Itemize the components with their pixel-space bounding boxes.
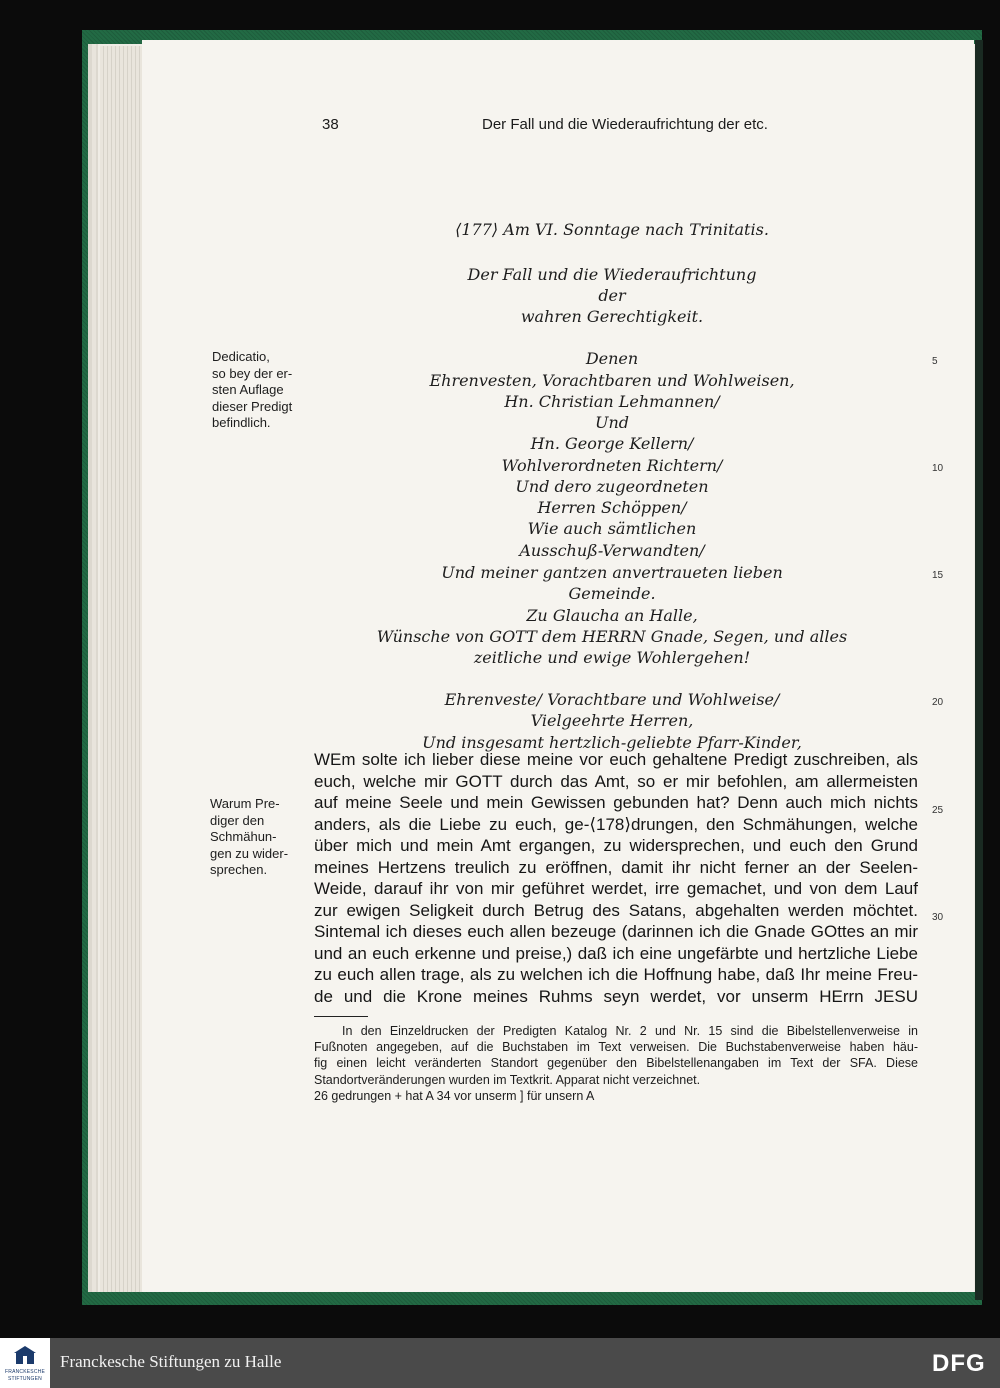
spine-shadow: [975, 40, 983, 1300]
margin-note-dedicatio: [212, 349, 312, 432]
apparatus-line: 26 gedrungen + hat A 34 vor unserm ] für unsern A: [314, 1088, 595, 1103]
heading-line: wahren Gerechtigkeit.: [520, 307, 704, 326]
footnote-line: fig einen leicht veränderten Standort gegenüber den Bibelstellenangaben im Text der SFA. Diese: [314, 1056, 918, 1071]
line-number: 25: [932, 805, 944, 816]
body-line: über mich und mein Amt ergangen, zu widersprechen, und euch den Grund: [314, 836, 918, 855]
dedication-line: Herren Schöppen/: [537, 498, 687, 517]
margin-note-line: Schmähun-: [210, 829, 277, 844]
footnote-line: Standortveränderungen wurden im Textkrit. Apparat nicht verzeichnet.: [314, 1072, 701, 1087]
institution-name[interactable]: Franckesche Stiftungen zu Halle: [60, 1352, 282, 1371]
logo-text: STIFTUNGEN: [8, 1376, 42, 1382]
body-line: zu euch allen trage, als zu welchen ich die Hoffnung habe, daß Ihr meine Freu-: [314, 965, 918, 984]
dedication-line: Wohlverordneten Richtern/: [501, 456, 723, 475]
margin-note-line: Warum Pre-: [210, 796, 280, 811]
body-line: Weide, darauf ihr von mir geführet werdet, irre gemachet, und von dem Lauf: [314, 879, 918, 898]
logo-text: FRANCKESCHE: [5, 1369, 45, 1375]
dedication-line: Wie auch sämtlichen: [527, 519, 697, 538]
dedication-line: Und: [594, 413, 630, 432]
body-line: Sintemal ich dieses euch allen bezeuge (darinnen ich die Gnade GOttes an mir: [314, 922, 918, 941]
margin-note-line: dieser Predigt: [212, 398, 293, 414]
salutation-line: Und insgesamt hertzlich-geliebte Pfarr-Kinder,: [422, 733, 802, 752]
viewer-footer: [0, 1338, 1000, 1388]
body-line: de und die Krone meines Ruhms seyn werdet, vor unserm HErrn JESU: [314, 986, 918, 1006]
dedication-line: Ehrenvesten, Vorachtbaren und Wohlweisen,: [429, 371, 795, 390]
body-line: auf meine Seele und mein Gewissen gebunden hat? Denn auch mich nichts: [314, 793, 918, 812]
body-line: euch, welche mir GOTT durch das Amt, so er mir befohlen, am allermeisten: [314, 771, 918, 791]
margin-note-warum: [210, 796, 310, 879]
building-icon: [14, 1346, 36, 1364]
line-number: 5: [932, 356, 938, 367]
margin-note-line: diger den: [210, 812, 265, 828]
body-line: anders, als die Liebe zu euch, ge-⟨178⟩drungen, den Schmähungen, welche: [314, 814, 918, 834]
footnote-rule: [314, 1016, 368, 1017]
dedication-line: Wünsche von GOTT dem HERRN Gnade, Segen, und alles: [376, 627, 848, 646]
margin-note-line: Dedicatio,: [212, 349, 270, 364]
dedication-line: Hn. Christian Lehmannen/: [504, 392, 720, 411]
heading-line: der: [598, 286, 626, 305]
dfg-logo[interactable]: DFG: [932, 1350, 986, 1377]
margin-note-line: gen zu wider-: [210, 845, 289, 861]
dedication-line: Hn. George Kellern/: [530, 434, 694, 453]
dedication-line: Ausschuß-Verwandten/: [519, 541, 705, 560]
dedication-line: Gemeinde.: [568, 584, 656, 603]
margin-note-line: befindlich.: [212, 415, 271, 430]
footnote-line: In den Einzeldrucken der Predigten Katalog Nr. 2 und Nr. 15 sind die Bibelstellenverweise in: [342, 1024, 918, 1038]
page-edges: [100, 46, 142, 1292]
margin-note-line: sten Auflage: [212, 382, 284, 397]
line-number: 10: [932, 463, 944, 474]
body-line: zur ewigen Seligkeit durch Betrug des Satans, abgehalten werden möchtet.: [314, 900, 918, 920]
margin-note-line: sprechen.: [210, 862, 268, 877]
line-number: 30: [932, 912, 944, 923]
body-line: WEm solte ich lieber diese meine vor euch gehaltene Predigt zuschreiben, als: [314, 750, 918, 769]
institution-logo[interactable]: [0, 1338, 50, 1388]
salutation-line: Vielgeehrte Herren,: [530, 711, 694, 730]
dedication-line: Zu Glaucha an Halle,: [526, 606, 698, 625]
body-line: und an euch erkenne und preise,) daß ich eine ungefärbte und hertzliche Liebe: [314, 943, 918, 963]
heading-line: Der Fall und die Wiederaufrichtung: [467, 265, 757, 284]
page-number: 38: [322, 116, 339, 133]
salutation-line: Ehrenveste/ Vorachtbare und Wohlweise/: [444, 690, 780, 709]
margin-note-line: so bey der er-: [212, 365, 293, 381]
footnote-line: Fußnoten angegeben, auf die Buchstaben im Text verweisen. Die Buchstabenverweise haben häu-: [314, 1040, 918, 1055]
dedication-line: zeitliche und ewige Wohlergehen!: [473, 648, 751, 667]
line-number: 20: [932, 697, 944, 708]
line-number: 15: [932, 570, 944, 581]
sermon-body: [314, 749, 918, 1007]
heading-line: ⟨177⟩ Am VI. Sonntage nach Trinitatis.: [455, 220, 769, 239]
footnotes: [314, 1023, 918, 1104]
body-line: meines Hertzens treulich zu eröffnen, damit ihr nicht ferner an der Seelen-: [314, 857, 918, 877]
dedication-line: Und dero zugeordneten: [515, 477, 709, 496]
dedication-line: Und meiner gantzen anvertraueten lieben: [441, 563, 783, 582]
running-title: Der Fall und die Wiederaufrichtung der etc.: [482, 116, 768, 133]
dedication-line: Denen: [585, 349, 639, 368]
